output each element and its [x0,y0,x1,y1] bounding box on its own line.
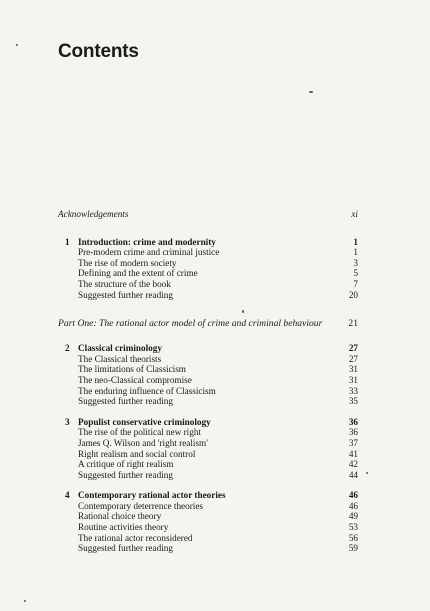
toc-section [58,375,358,386]
section-page: 27 [348,353,358,364]
intro-chapters [58,237,358,301]
section-label: The Classical theorists [78,353,162,364]
section-page: 46 [348,500,358,511]
toc-section [58,354,358,365]
toc-section [58,247,358,258]
section-label: The limitations of Classicism [78,364,186,375]
section-page: 59 [348,543,358,554]
section-page: 31 [348,364,358,375]
toc-section [58,290,358,301]
section-page: 35 [348,396,358,407]
section-label: A critique of right realism [78,459,174,470]
section-label: The rise of the political new right [78,427,201,438]
toc-chapter [58,417,358,428]
toc-section [58,279,358,290]
section-label: Suggested further reading [78,289,173,300]
chapter-number: 1 [65,236,70,247]
chapter-title: Populist conservative criminology [78,416,211,427]
toc-section [58,364,358,375]
toc-entry-page: xi [351,209,358,219]
section-label: Pre-modern crime and criminal justice [78,247,220,258]
scan-speck [16,44,18,46]
section-page: 3 [353,257,358,268]
toc-section [58,533,358,544]
toc-section [58,449,358,460]
section-label: Suggested further reading [78,543,173,554]
toc-part-one [58,319,358,331]
scan-speck [366,472,368,474]
toc-section [58,459,358,470]
toc-entry-label: Acknowledgements [58,209,129,219]
section-page: 31 [348,374,358,385]
section-page: 41 [348,448,358,459]
part-one-chapters [58,343,358,554]
section-label: Suggested further reading [78,396,173,407]
chapter-title: Classical criminology [78,343,162,354]
toc-section [58,470,358,481]
section-page: 49 [348,511,358,522]
toc-section [58,543,358,554]
section-page: 5 [353,268,358,279]
chapter-title: Contemporary rational actor theories [78,490,226,501]
toc-chapter [58,237,358,248]
section-page: 44 [348,469,358,480]
section-page: 53 [348,522,358,533]
scan-speck [242,310,244,313]
section-page: 36 [348,427,358,438]
scan-speck [309,91,313,93]
page-title: Contents [58,41,139,62]
toc-section [58,511,358,522]
toc-section [58,258,358,269]
toc-chapter [58,343,358,354]
toc-chapter [58,490,358,501]
toc-section [58,501,358,512]
toc-section [58,438,358,449]
chapter-number: 4 [65,490,70,501]
section-label: Defining and the extent of crime [78,268,198,279]
section-label: Rational choice theory [78,511,162,522]
toc-section [58,268,358,279]
toc-entry-acknowledgements [58,209,358,220]
section-page: 33 [348,385,358,396]
chapter-page: 27 [348,343,358,354]
table-of-contents [58,209,358,554]
toc-section [58,522,358,533]
section-label: James Q. Wilson and 'right realism' [78,437,208,448]
chapter-title: Introduction: crime and modernity [78,236,216,247]
section-page: 37 [348,437,358,448]
toc-section [58,396,358,407]
chapter-page: 36 [348,416,358,427]
section-label: The rational actor reconsidered [78,532,193,543]
chapter-number: 2 [65,343,70,354]
section-label: Suggested further reading [78,469,173,480]
section-label: The structure of the book [78,278,171,289]
section-label: Right realism and social control [78,448,196,459]
chapter-page: 46 [348,490,358,501]
section-page: 1 [353,247,358,258]
part-title: Part One: The rational actor model of crime and criminal behaviour [58,318,323,330]
section-label: The enduring influence of Classicism [78,385,216,396]
section-page: 7 [353,278,358,289]
section-page: 42 [348,459,358,470]
scan-speck [24,600,26,602]
section-label: The neo-Classical compromise [78,374,192,385]
toc-section [58,427,358,438]
chapter-page: 1 [353,236,358,247]
part-page: 21 [348,318,358,330]
section-page: 56 [348,532,358,543]
toc-section [58,386,358,397]
section-label: The rise of modern society [78,257,177,268]
chapter-number: 3 [65,416,70,427]
section-label: Contemporary deterrence theories [78,500,203,511]
section-label: Routine activities theory [78,522,169,533]
section-page: 20 [348,289,358,300]
